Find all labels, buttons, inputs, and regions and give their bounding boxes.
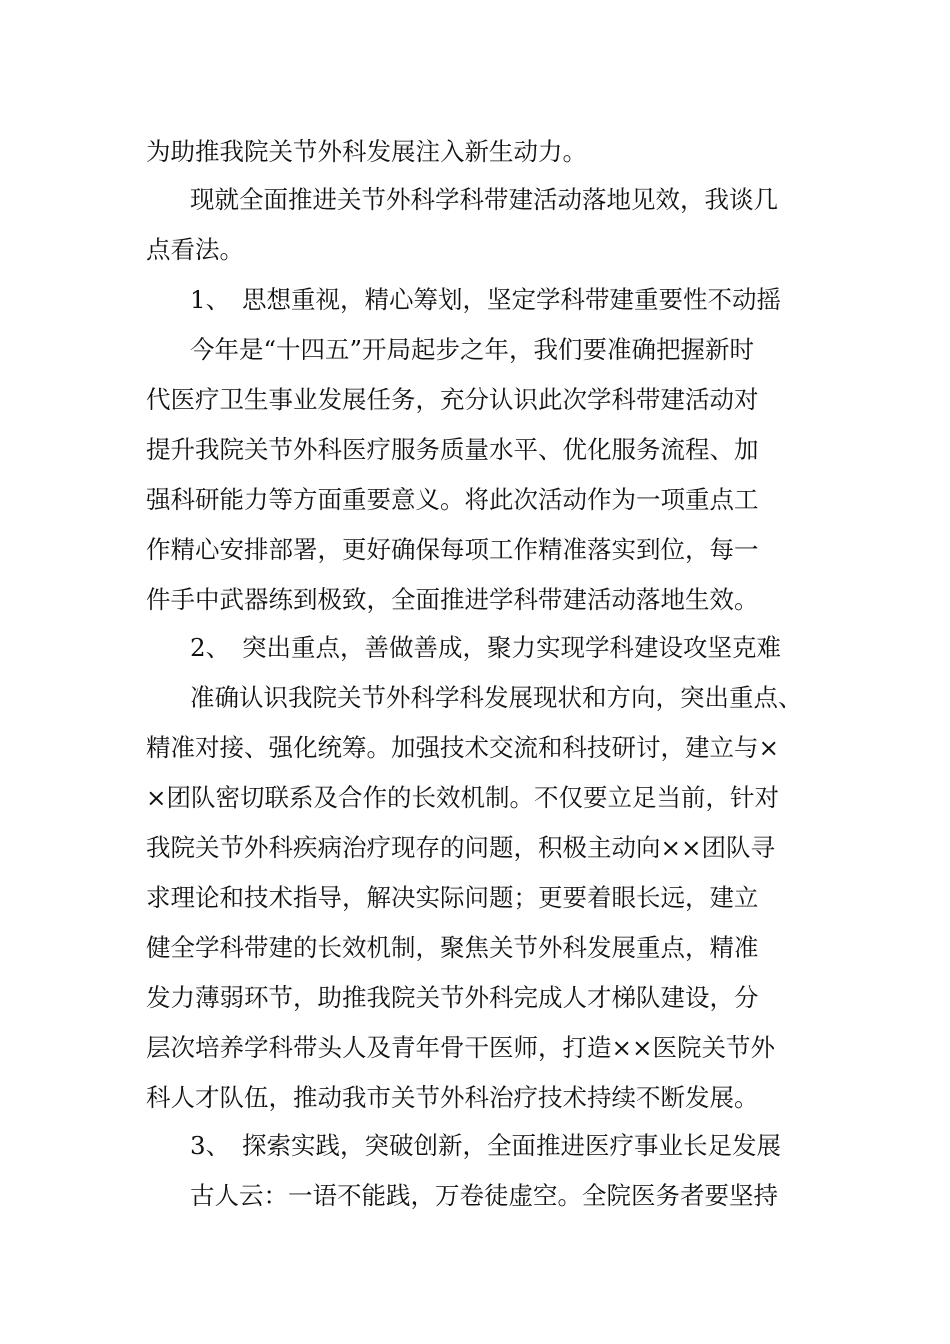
heading-text: 突出重点，善做善成，聚力实现学科建设攻坚克难 — [242, 633, 781, 662]
heading-text: 思想重视，精心筹划，坚定学科带建重要性不动摇 — [242, 285, 781, 314]
section-heading-3 — [190, 1131, 781, 1160]
paragraph-line: 精准对接、强化统筹。加强技术交流和科技研讨，建立与× — [146, 733, 780, 762]
paragraph-line: 代医疗卫生事业发展任务，充分认识此次学科带建活动对 — [146, 385, 759, 414]
paragraph-line: 求理论和技术指导，解决实际问题；更要着眼长远，建立 — [146, 883, 759, 912]
paragraph-line: 强科研能力等方面重要意义。将此次活动作为一项重点工 — [146, 485, 759, 514]
heading-text: 探索实践，突破创新，全面推进医疗事业长足发展 — [242, 1131, 781, 1160]
paragraph-line: 健全学科带建的长效机制，聚焦关节外科发展重点，精准 — [146, 933, 759, 962]
paragraph-line: 准确认识我院关节外科学科发展现状和方向，突出重点、 — [190, 683, 803, 712]
heading-number: 3、 — [190, 1131, 231, 1160]
paragraph-line: 为助推我院关节外科发展注入新生动力。 — [146, 137, 587, 166]
paragraph-line: 作精心安排部署，更好确保每项工作精准落实到位，每一 — [146, 535, 759, 564]
section-heading-2 — [190, 633, 781, 662]
paragraph-line: ×团队密切联系及合作的长效机制。不仅要立足当前，针对 — [146, 783, 780, 812]
paragraph-line: 古人云：一语不能践，万卷徒虚空。全院医务者要坚持 — [190, 1181, 778, 1210]
paragraph-line: 我院关节外科疾病治疗现存的问题，积极主动向××团队寻 — [146, 833, 776, 862]
section-heading-1 — [190, 285, 781, 314]
paragraph-line: 今年是“十四五”开局起步之年，我们要准确把握新时 — [190, 335, 755, 364]
heading-number: 2、 — [190, 633, 231, 662]
paragraph-line: 层次培养学科带头人及青年骨干医师，打造××医院关节外 — [146, 1033, 776, 1062]
paragraph-line: 科人才队伍，推动我市关节外科治疗技术持续不断发展。 — [146, 1083, 759, 1112]
paragraph-line: 点看法。 — [146, 235, 244, 264]
paragraph-line: 提升我院关节外科医疗服务质量水平、优化服务流程、加 — [146, 435, 759, 464]
paragraph-line: 发力薄弱环节，助推我院关节外科完成人才梯队建设，分 — [146, 983, 759, 1012]
paragraph-line: 现就全面推进关节外科学科带建活动落地见效，我谈几 — [190, 185, 778, 214]
heading-number: 1、 — [190, 285, 231, 314]
paragraph-line: 件手中武器练到极致，全面推进学科带建活动落地生效。 — [146, 585, 759, 614]
